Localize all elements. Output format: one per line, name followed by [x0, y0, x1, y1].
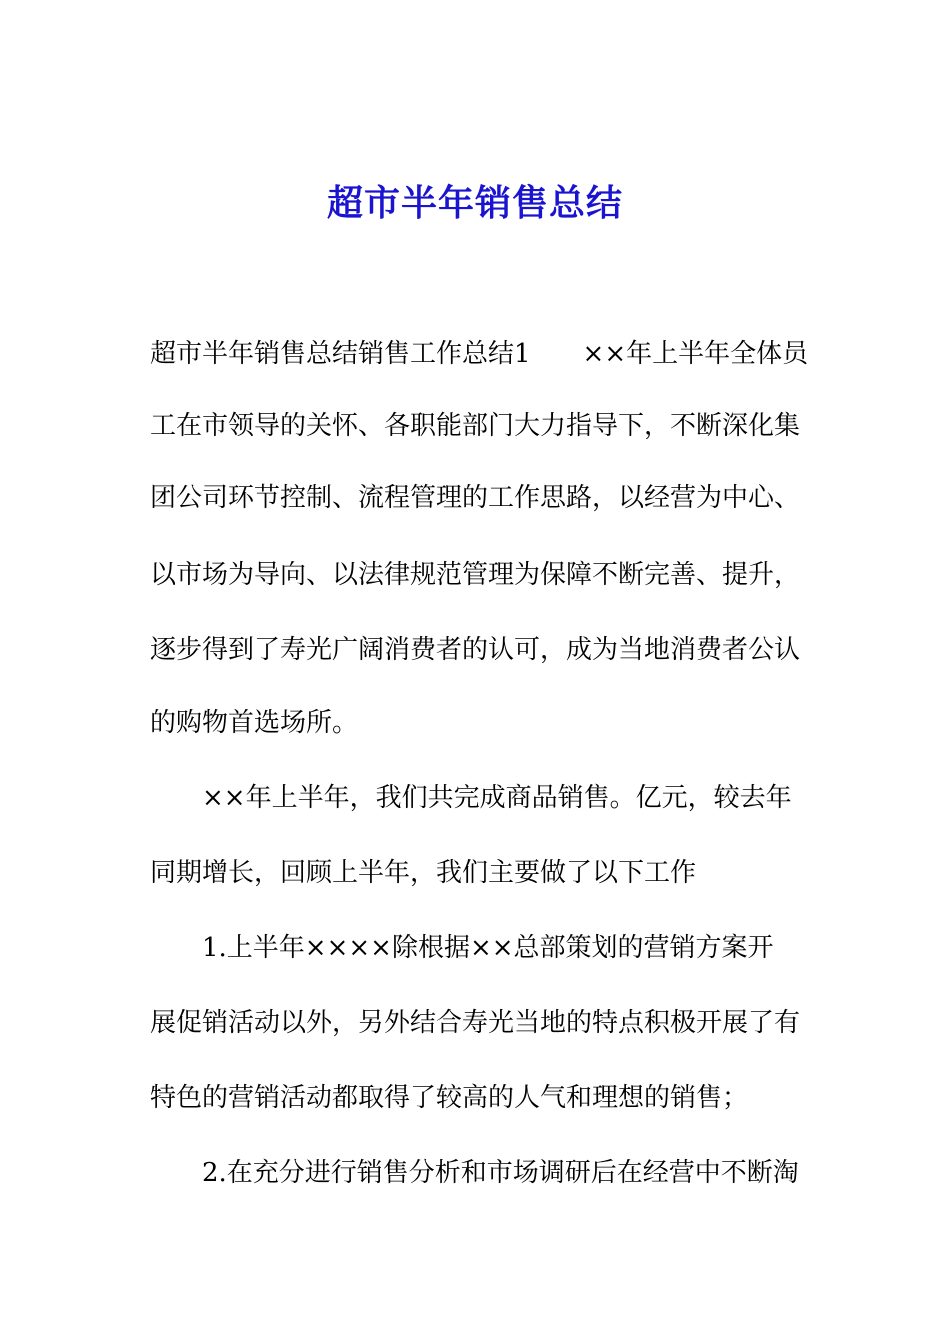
body-line: 2.在充分进行销售分析和市场调研后在经营中不断淘 — [150, 1158, 799, 1188]
body-line: 同期增长，回顾上半年，我们主要做了以下工作 — [150, 858, 697, 888]
body-line: 团公司环节控制、流程管理的工作思路，以经营为中心、 — [150, 483, 801, 513]
body-line: 展促销活动以外，另外结合寿光当地的特点积极开展了有 — [150, 1008, 801, 1038]
body-line: 工在市领导的关怀、各职能部门大力指导下，不断深化集 — [150, 411, 801, 441]
body-line: 超市半年销售总结销售工作总结1 ××年上半年全体员 — [150, 339, 809, 369]
body-line: 逐步得到了寿光广阔消费者的认可，成为当地消费者公认 — [150, 635, 801, 665]
body-line: 以市场为导向、以法律规范管理为保障不断完善、提升， — [150, 560, 801, 590]
body-line: 1.上半年××××除根据××总部策划的营销方案开 — [150, 933, 774, 963]
body-line: ××年上半年，我们共完成商品销售。亿元，较去年 — [150, 783, 792, 813]
body-line: 特色的营销活动都取得了较高的人气和理想的销售； — [150, 1083, 749, 1113]
body-line: 的购物首选场所。 — [150, 708, 359, 738]
document-title: 超市半年销售总结 — [326, 182, 623, 224]
